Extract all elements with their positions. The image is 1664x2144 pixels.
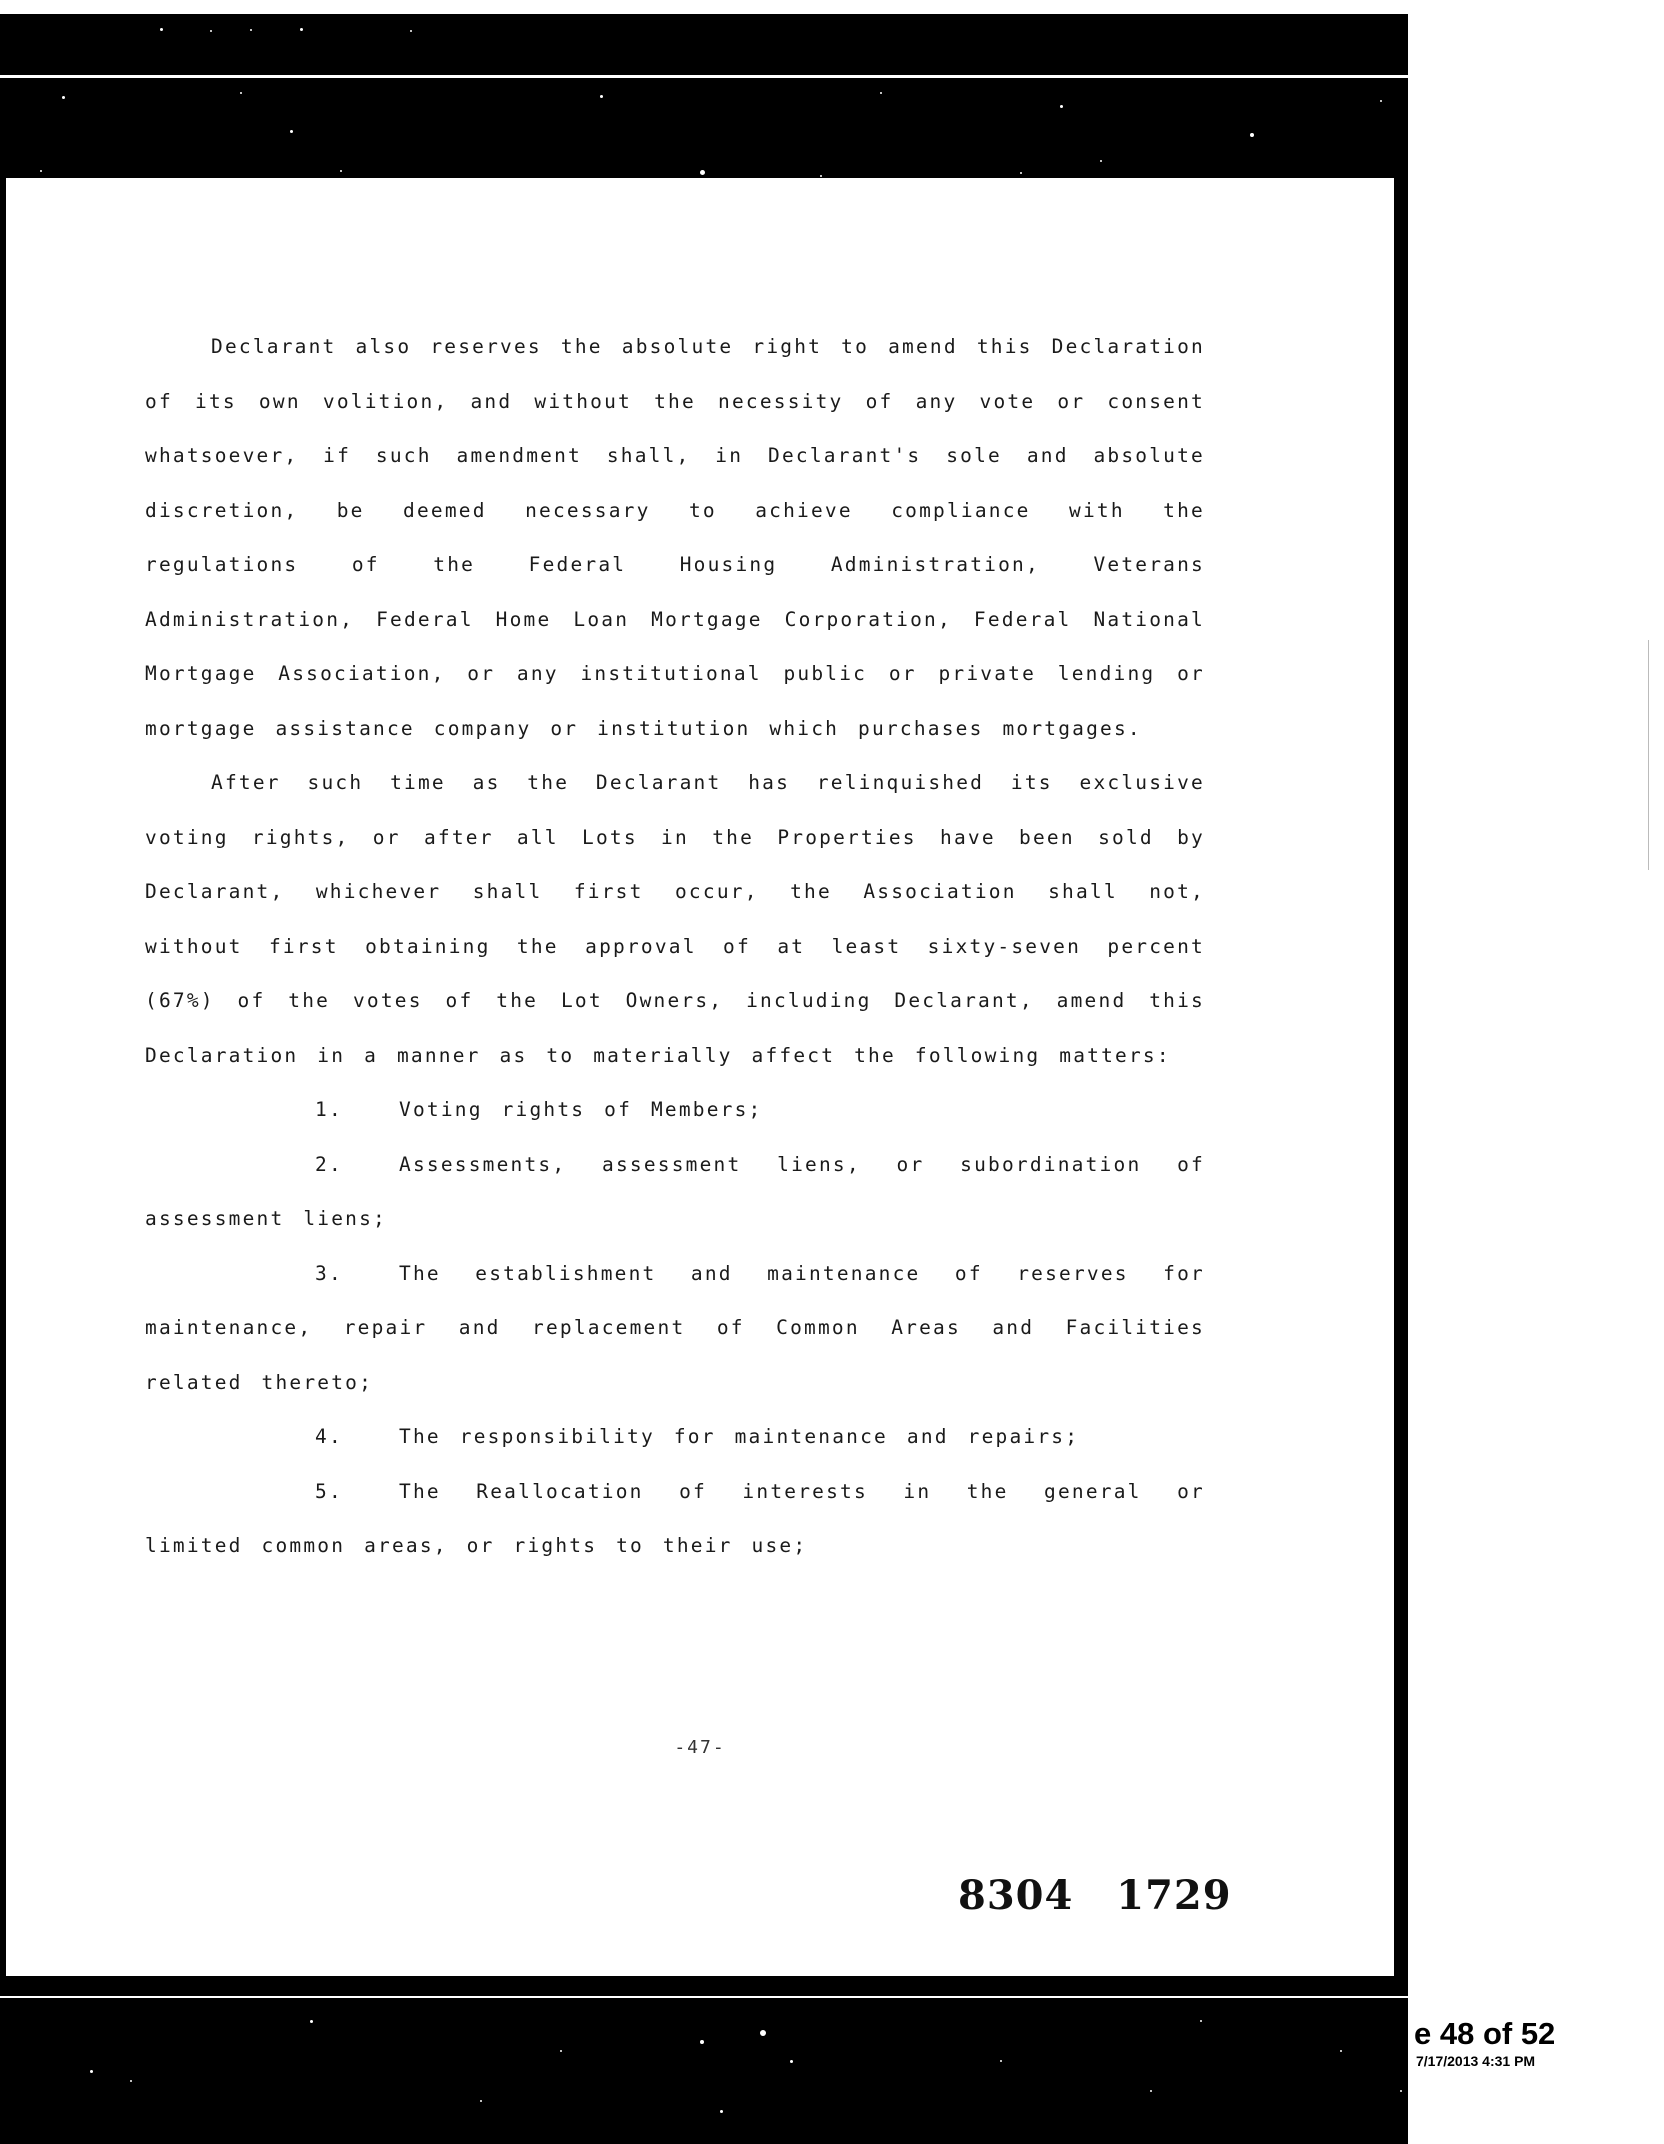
list-item (145, 1247, 1205, 1411)
page-number: -47- (674, 1737, 726, 1758)
page-counter: e 48 of 52 (1414, 2016, 1556, 2051)
list-item-text: Assessments, assessment liens, or subordination of assessment liens; (145, 1152, 1205, 1230)
noise-speck (1380, 100, 1382, 102)
noise-speck (130, 2080, 132, 2082)
list-item-text: Voting rights of Members; (399, 1098, 763, 1121)
noise-speck (410, 30, 412, 32)
list-item (145, 1083, 1205, 1138)
paragraph-amendment-right: Declarant also reserves the absolute right to amend this Declaration of its own volition, and without the necessity of any vote or consent whatsoever, if such amendment shall, in Declarant's sole and absolute discretion, be deemed necessary to achieve compliance with the regulations of the Federal Housing Administration, Veterans Administration, Federal Home Loan Mortgage Corporation, Federal National Mortgage Association, or any institutional public or private lending or mortgage assistance company or institution which purchases mortgages. (145, 335, 1205, 740)
list-item-text: The establishment and maintenance of reserves for maintenance, repair and replacement of Common Areas and Facilities related thereto; (145, 1261, 1205, 1394)
noise-speck (700, 170, 705, 175)
noise-speck (90, 2070, 93, 2073)
noise-speck (340, 170, 342, 172)
noise-speck (1020, 172, 1022, 174)
noise-speck (1250, 133, 1254, 137)
noise-speck (160, 28, 163, 31)
list-item (145, 1465, 1205, 1574)
noise-speck (62, 96, 65, 99)
list-item-number: 4. (315, 1425, 343, 1448)
scan-line-bottom (0, 1996, 1408, 1998)
noise-speck (700, 2040, 704, 2044)
noise-speck (1200, 2020, 1202, 2022)
noise-speck (600, 95, 603, 98)
list-item-number: 5. (315, 1479, 343, 1503)
list-item-number: 1. (315, 1098, 343, 1121)
noise-speck (250, 29, 252, 31)
noise-speck (310, 2020, 313, 2023)
list-item-number: 2. (315, 1152, 343, 1176)
noise-speck (560, 2050, 562, 2052)
noise-speck (210, 30, 212, 32)
list-item-text: The Reallocation of interests in the general or limited common areas, or rights to their use; (145, 1479, 1205, 1557)
noise-speck (720, 2110, 723, 2113)
noise-speck (240, 92, 242, 94)
noise-speck (300, 28, 303, 31)
noise-speck (40, 170, 42, 172)
noise-speck (820, 175, 822, 177)
list-item (145, 1410, 1205, 1465)
list-item-number: 3. (315, 1261, 343, 1285)
noise-speck (1100, 160, 1102, 162)
viewer-edge-line (1648, 640, 1649, 870)
noise-speck (1150, 2090, 1152, 2092)
noise-speck (1060, 105, 1063, 108)
noise-speck (760, 2030, 766, 2036)
scan-line-top (0, 75, 1408, 78)
noise-speck (290, 130, 293, 133)
noise-speck (880, 92, 882, 94)
noise-speck (1400, 2090, 1402, 2092)
list-item (145, 1138, 1205, 1247)
print-timestamp: 7/17/2013 4:31 PM (1416, 2053, 1536, 2069)
noise-speck (480, 2100, 482, 2102)
document-body (145, 320, 1205, 1574)
noise-speck (1000, 2060, 1002, 2062)
paragraph-association-approval: After such time as the Declarant has relinquished its exclusive voting rights, or after all Lots in the Properties have been sold by Declarant, whichever shall first occur, the Association shall not, without first obtaining the approval of at least sixty-seven percent (67%) of the votes of the Lot Owners, including Declarant, amend this Declaration in a manner as to materially affect the following matters: (145, 771, 1205, 1067)
noise-speck (1340, 2050, 1342, 2052)
book-page-stamp: 8304 1729 (958, 1872, 1232, 1919)
list-item-text: The responsibility for maintenance and repairs; (399, 1425, 1080, 1448)
noise-speck (790, 2060, 793, 2063)
